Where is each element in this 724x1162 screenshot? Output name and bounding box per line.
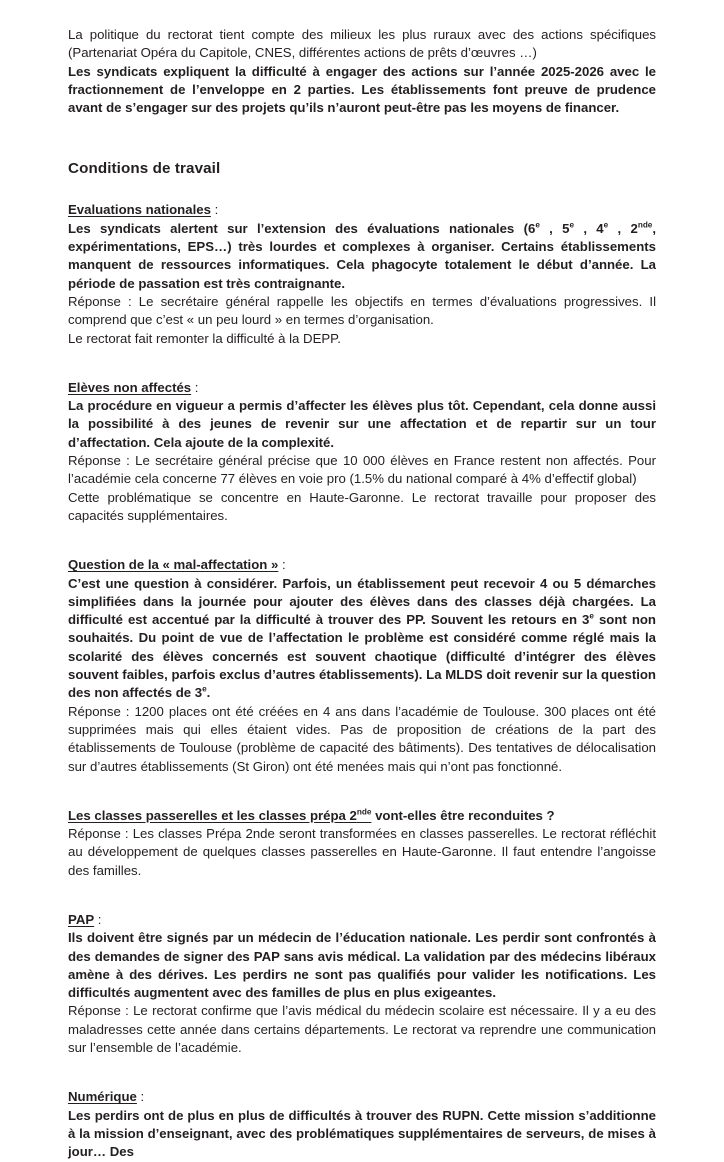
subheading-mal-affectation xyxy=(68,556,656,574)
spacer xyxy=(68,179,656,201)
page-title: Conditions de travail xyxy=(68,160,221,178)
subheading-numerique xyxy=(68,1088,656,1106)
subheading-label-text: Les classes passerelles et les classes prépa 2 xyxy=(68,807,357,823)
subheading-label: Evaluations nationales xyxy=(68,202,211,218)
statement-pap: Ils doivent être signés par un médecin de l’éducation nationale. Les perdir sont confrontés à des demandes de signer des PAP sans avis médical. La validation par des médecins libéraux amène à des dérives. Les perdirs ne sont pas qualifiés pour valider les notifications. Les difficultés augmentent avec des familles de plus en plus exigeantes. xyxy=(68,930,656,1001)
response-classes-passerelles-1: Réponse : Les classes Prépa 2nde seront transformées en classes passerelles. Le rectorat réfléchit au développement de quelques classes passerelles en Haute-Garonne. Il faut entendre l’angoisse des familles. xyxy=(68,826,656,878)
response-eleves-non-affectes-2: Cette problématique se concentre en Haute-Garonne. Le rectorat travaille pour proposer des capacités supplémentaires. xyxy=(68,489,656,523)
subheading-label xyxy=(68,808,371,823)
statement-evaluations-nationales xyxy=(68,220,656,293)
intro-paragraph-regular: La politique du rectorat tient compte des milieux les plus ruraux avec des actions spécifiques (Partenariat Opéra du Capitole, CNES, différentes actions de prêts d’œuvres …) xyxy=(68,27,656,61)
subheading-label: Question de la « mal-affectation » xyxy=(68,557,279,573)
subheading-classes-passerelles xyxy=(68,807,656,825)
response-evaluations-nationales-1: Réponse : Le secrétaire général rappelle les objectifs en termes d’évaluations progressives. Il comprend que c’est « un peu lourd » en termes d’organisation. xyxy=(68,293,656,328)
spacer xyxy=(68,525,656,556)
response-eleves-non-affectes-1: Réponse : Le secrétaire général précise que 10 000 élèves en France restent non affectés. Pour l’académie cela concerne 77 élèves en voie pro (1.5% du national comparé à 4% d’effectif global) xyxy=(68,453,656,487)
subheading-colon: : xyxy=(136,1089,145,1105)
subheading-label: PAP xyxy=(68,911,95,927)
response-mal-affectation-1: Réponse : 1200 places ont été créées en 4 ans dans l’académie de Toulouse. 300 places ont été supprimées mais qui elles étaient vides. Pas de proposition de créations de la part des établissements de Toulouse (problème de capacité des bâtiments). Des tentatives de délocalisation sur d’autres établissements (St Giron) ont été menées mais qui n’ont pas fonctionné. xyxy=(68,703,656,774)
statement-text-part: sont non souhaités. Du point de vue de l’affectation le problème est considéré comme réglé mais la scolarité des élèves concernés est souvent chaotique (difficulté d’intégrer des élèves souvent faibles, parfois exclus d’autres établissements). La MLDS doit revenir sur la question des non affectés de 3 xyxy=(68,612,656,701)
spacer xyxy=(68,776,656,807)
statement-text-part: , 4 xyxy=(574,220,604,236)
superscript-ordinal: e xyxy=(569,220,575,230)
intro-paragraph-bold: Les syndicats expliquent la difficulté à engager des actions sur l’année 2025-2026 avec le fractionnement de l’enveloppe en 2 parties. Les établissements font preuve de prudence avant de s’engager sur des projets qu’ils n’auront peut-être pas les moyens de financer. xyxy=(68,63,656,116)
subheading-question-tail: vont-elles être reconduites ? xyxy=(371,807,555,823)
superscript-ordinal: e xyxy=(535,220,540,230)
statement-text-part: , 2 xyxy=(608,220,638,236)
response-evaluations-nationales-2: Le rectorat fait remonter la difficulté à la DEPP. xyxy=(68,330,341,346)
spacer xyxy=(68,1057,656,1088)
statement-eleves-non-affectes: La procédure en vigueur a permis d’affecter les élèves plus tôt. Cependant, cela donne aussi la possibilité à des jeunes de revenir sur une affectation et de repartir sur un tour d’affectation. Cela ajoute de la complexité. xyxy=(68,398,656,450)
subheading-label: Elèves non affectés xyxy=(68,379,192,395)
spacer xyxy=(68,880,656,911)
document-body xyxy=(68,26,656,1162)
subheading-colon: : xyxy=(278,557,286,573)
superscript-ordinal: e xyxy=(202,684,207,694)
subheading-eleves-non-affectes xyxy=(68,379,656,397)
subheading-evaluations-nationales xyxy=(68,201,656,219)
subheading-pap xyxy=(68,911,656,929)
subheading-colon: : xyxy=(191,379,199,395)
statement-text-part: , 5 xyxy=(539,220,570,236)
superscript-ordinal: nde xyxy=(356,807,372,817)
spacer xyxy=(68,117,656,159)
statement-numerique: Les perdirs ont de plus en plus de difficultés à trouver des RUPN. Cette mission s’additionne à la mission d’enseignant, avec des problématiques supplémentaires de serveurs, de mises à jour… Des xyxy=(68,1107,656,1160)
superscript-ordinal: e xyxy=(603,220,609,230)
superscript-ordinal: nde xyxy=(637,220,653,230)
response-pap-1: Réponse : Le rectorat confirme que l’avis médical du médecin scolaire est nécessaire. Il y a eu des maladresses cette année dans certains départements. Le rectorat va reprendre une communication sur l’ensemble de l’académie. xyxy=(68,1003,656,1056)
statement-mal-affectation xyxy=(68,575,656,703)
statement-text-part: C’est une question à considérer. Parfois, un établissement peut recevoir 4 ou 5 démarches simplifiées dans la journée pour ajouter des élèves dans des classes déjà chargées. La difficulté est accentué par la difficulté à trouver des PP. Souvent les retours en 3 xyxy=(68,575,656,628)
superscript-ordinal: e xyxy=(589,611,594,621)
spacer xyxy=(68,348,656,379)
statement-text-part: . xyxy=(206,685,211,701)
statement-text-part: , expérimentations, EPS…) très lourdes et complexes à organiser. Certains établissements manquent de ressources informatiques. Cela phagocyte totalement le début d’année. La période de passation est très contraignante. xyxy=(68,220,657,291)
subheading-label: Numérique xyxy=(68,1089,137,1105)
subheading-colon: : xyxy=(210,202,219,218)
statement-text-part: Les syndicats alertent sur l’extension des évaluations nationales (6 xyxy=(68,220,536,236)
subheading-colon: : xyxy=(94,911,102,927)
